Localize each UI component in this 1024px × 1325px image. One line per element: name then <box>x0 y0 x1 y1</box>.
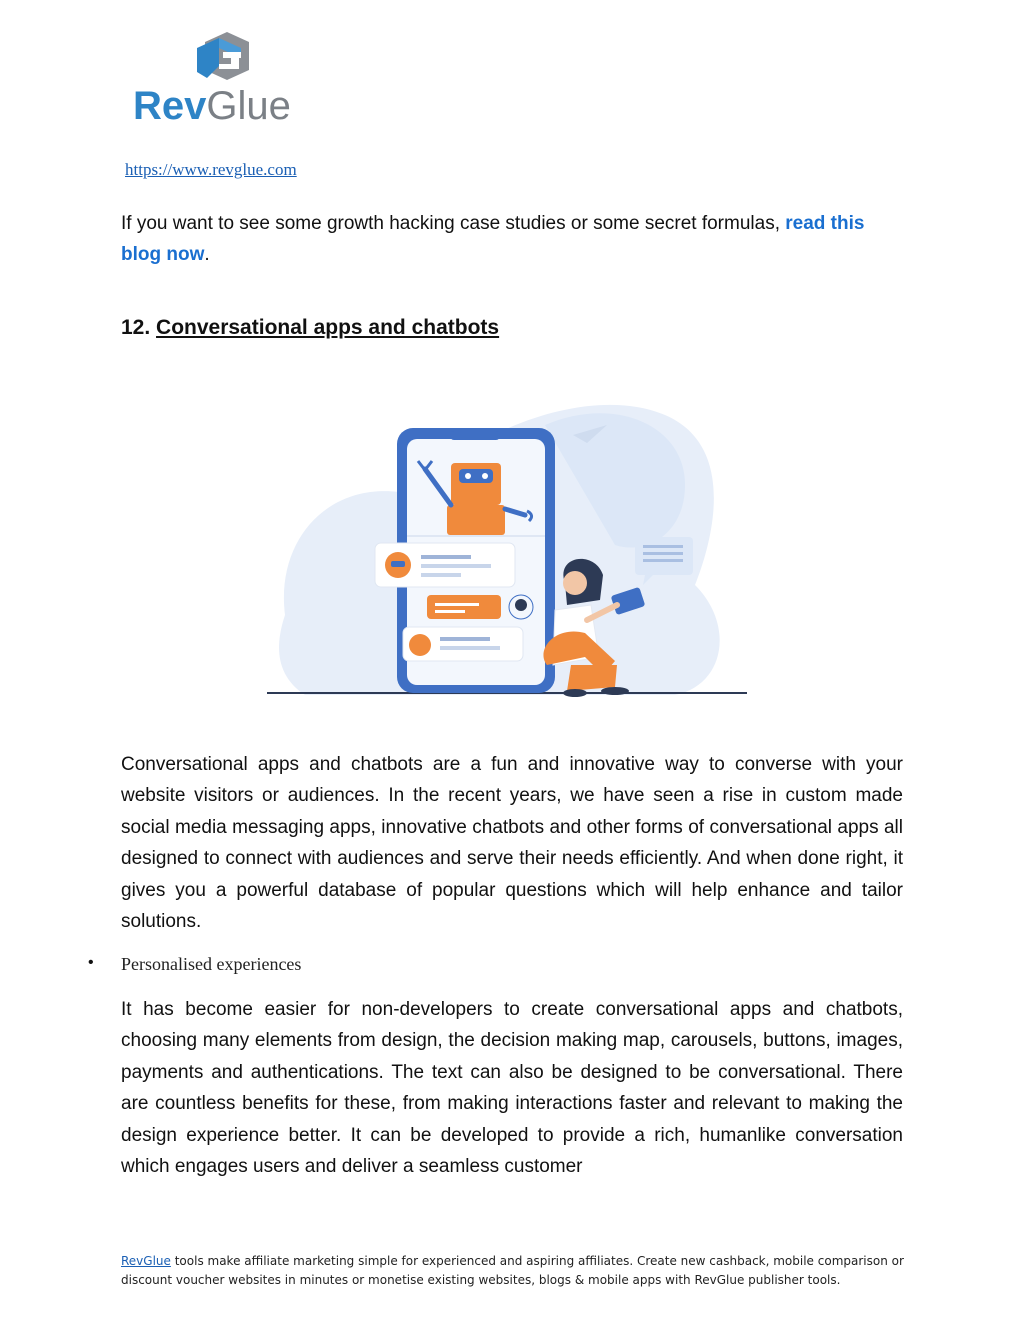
section-number: 12. <box>121 316 157 339</box>
paragraph-conversational-apps: Conversational apps and chatbots are a fun and innovative way to converse with your website visitors or audiences. In the recent years, we have seen a rise in custom made social media messaging apps, innovative chatbots and other forms of conversational apps all designed to connect with audiences and serve their needs efficiently. And when done right, it gives you a powerful database of popular questions which will help enhance and tailor solutions. <box>121 754 903 933</box>
paragraph-non-developers: It has become easier for non-developers to create conversational apps and chatbots, choosing many elements from design, the decision making map, carousels, buttons, images, payments and authentications. The text can also be designed to be conversational. There are countless benefits for these, from making interactions faster and relevant to making the design experience better. It can be developed to provide a rich, humanlike conversation which engages users and deliver a seamless customer <box>121 999 903 1178</box>
footer-note <box>121 1252 911 1290</box>
read-blog-link[interactable]: read this blog now <box>121 213 865 266</box>
intro-text: If you want to see some growth hacking case studies or some secret formulas, <box>121 213 786 234</box>
brand-name-rev: Rev <box>133 84 207 128</box>
section-title: Conversational apps and chatbots <box>156 316 500 339</box>
section-heading <box>121 316 499 340</box>
footer-revglue-link[interactable]: RevGlue <box>121 1254 171 1268</box>
footer-text: tools make affiliate marketing simple for experienced and aspiring affiliates. Create new cashback, mobile comparison or discount voucher websites in minutes or monetise existing websites, blogs & mobile apps with RevGlue publisher tools. <box>121 1254 904 1287</box>
intro-suffix: . <box>204 244 210 266</box>
site-url-link[interactable]: https://www.revglue.com <box>125 160 297 179</box>
bullet-personalised-experiences: Personalised experiences <box>121 954 302 974</box>
chatbot-illustration <box>215 365 815 740</box>
brand-name-glue: Glue <box>206 84 291 128</box>
intro-paragraph <box>121 208 903 271</box>
brand-name <box>133 84 291 128</box>
bullet-icon: • <box>88 954 94 971</box>
